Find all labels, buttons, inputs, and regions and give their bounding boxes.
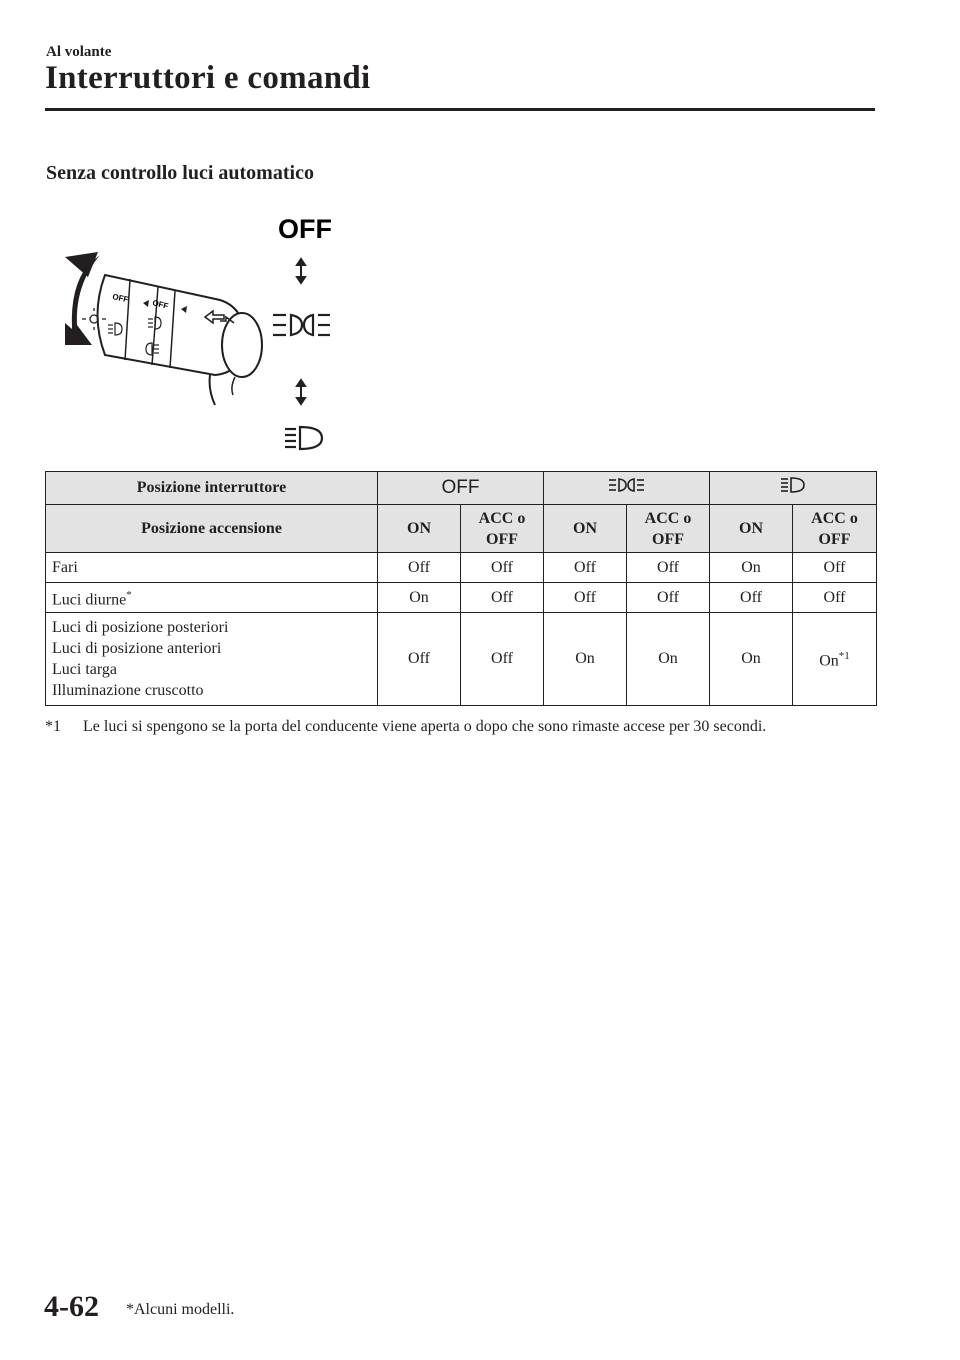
- ignition-cell: ACC o OFF: [793, 505, 877, 553]
- footnote-text: Le luci si spengono se la porta del conducente viene aperta o dopo che sono rimaste accese per 30 secondi.: [83, 718, 767, 735]
- lever-off-label-1: OFF: [111, 292, 130, 305]
- double-arrow-icon: [297, 380, 305, 404]
- table-row: [46, 613, 877, 706]
- lever-cap: [222, 313, 262, 377]
- switch-headlight-cell: [710, 472, 877, 505]
- ignition-cell: ACC o OFF: [627, 505, 710, 553]
- table-cell: Off: [378, 553, 461, 583]
- table-cell: Off: [378, 613, 461, 706]
- light-table: [45, 471, 877, 706]
- table-cell: On: [710, 553, 793, 583]
- table-cell: Off: [461, 583, 544, 613]
- row-label: Fari: [46, 553, 378, 583]
- table-cell: On: [378, 583, 461, 613]
- table-cell: Off: [627, 553, 710, 583]
- light-switch-illustration: [30, 205, 430, 465]
- page-number: 4-62: [44, 1290, 99, 1323]
- model-note: *Alcuni modelli.: [126, 1301, 235, 1318]
- table-cell: On: [627, 613, 710, 706]
- ignition-position-label: Posizione accensione: [46, 505, 378, 553]
- table-cell: Off: [627, 583, 710, 613]
- off-position-label: OFF: [278, 214, 332, 244]
- table-ignition-row: [46, 505, 877, 553]
- row-label: Luci diurne*: [46, 583, 378, 613]
- ignition-cell: ON: [378, 505, 461, 553]
- parking-light-icon: [607, 476, 647, 494]
- chapter-title: Interruttori e comandi: [45, 60, 371, 96]
- double-arrow-icon: [297, 259, 305, 283]
- table-header-row: [46, 472, 877, 505]
- table-cell: Off: [710, 583, 793, 613]
- table-row: [46, 583, 877, 613]
- subtitle: Senza controllo luci automatico: [46, 162, 314, 184]
- ignition-cell: ON: [544, 505, 627, 553]
- table-row: [46, 553, 877, 583]
- table-cell: Off: [793, 553, 877, 583]
- table-cell: Off: [544, 583, 627, 613]
- parking-light-position-icon: [273, 315, 330, 335]
- table-cell: Off: [461, 553, 544, 583]
- switch-off-text: OFF: [441, 476, 480, 498]
- row-label: Luci di posizione posteriori Luci di posizione anteriori Luci targa Illuminazione cruscotto: [46, 613, 378, 706]
- headlight-icon: [779, 476, 807, 494]
- footnote-mark: *: [126, 588, 132, 601]
- lever-off-label-2: OFF: [151, 298, 170, 311]
- footnote-mark: *1: [838, 650, 850, 663]
- headlight-position-icon: [285, 427, 322, 449]
- header-rule: [45, 108, 875, 111]
- switch-off-cell: [378, 472, 544, 505]
- footnote: [45, 718, 885, 736]
- section-label: Al volante: [46, 44, 112, 60]
- table-cell: On: [710, 613, 793, 706]
- table-cell: Off: [544, 553, 627, 583]
- table-cell: Off: [461, 613, 544, 706]
- table-cell: Off: [793, 583, 877, 613]
- ignition-cell: ACC o OFF: [461, 505, 544, 553]
- footnote-mark: *1: [45, 718, 61, 735]
- switch-parking-cell: [544, 472, 710, 505]
- table-cell: On$^{*1}$: [793, 613, 877, 706]
- switch-position-label: Posizione interruttore: [46, 472, 378, 505]
- table-cell: On: [544, 613, 627, 706]
- ignition-cell: ON: [710, 505, 793, 553]
